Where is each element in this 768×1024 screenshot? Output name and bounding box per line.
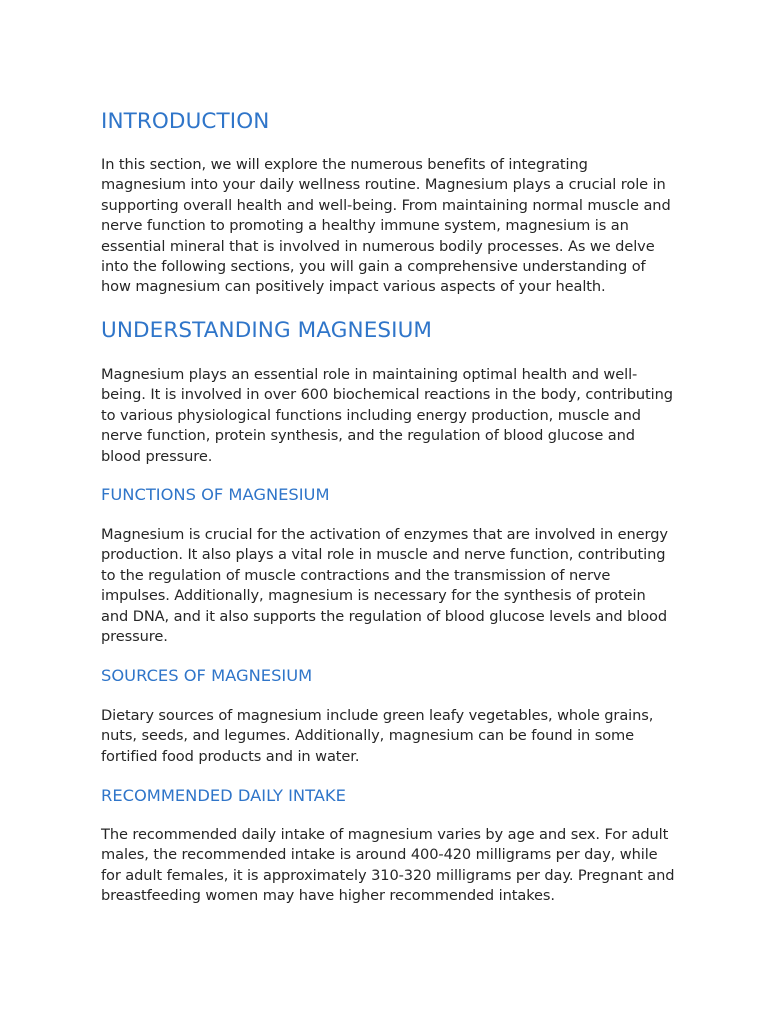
section-body-understanding-magnesium: Magnesium plays an essential role in maintaining optimal health and well-being. It is involved in over 600 biochemical reactions in the body, contributing to various physiological functions including energy production, muscle and nerve function, protein synthesis, and the regulation of blood glucose and blood pressure.: [101, 366, 673, 465]
section-heading-functions: FUNCTIONS OF MAGNESIUM: [101, 485, 330, 504]
section-heading-introduction: INTRODUCTION: [101, 109, 270, 134]
section-heading-recommended-intake: RECOMMENDED DAILY INTAKE: [101, 786, 346, 805]
section-sources-body-wrap: [101, 706, 676, 767]
section-body-sources: Dietary sources of magnesium include green leafy vegetables, whole grains, nuts, seeds, and legumes. Additionally, magnesium can be found in some fortified food products and in water.: [101, 707, 654, 765]
section-body-recommended-intake: The recommended daily intake of magnesium varies by age and sex. For adult males, the recommended intake is around 400-420 milligrams per day, while for adult females, it is approximately 310-320 milligrams per day. Pregnant and breastfeeding women may have higher recommended intakes.: [101, 826, 675, 905]
section-functions: [101, 484, 676, 506]
section-introduction-body-wrap: [101, 155, 676, 298]
section-understanding-body-wrap: [101, 365, 676, 467]
section-introduction: [101, 108, 676, 136]
section-recommended-intake: [101, 785, 676, 807]
section-recommended-body-wrap: [101, 825, 676, 907]
section-understanding-magnesium: [101, 317, 676, 345]
section-functions-body-wrap: [101, 525, 676, 647]
section-heading-sources: SOURCES OF MAGNESIUM: [101, 666, 313, 685]
section-body-introduction: In this section, we will explore the numerous benefits of integrating magnesium into your daily wellness routine. Magnesium plays a crucial role in supporting overall health and well-being. From maintaining normal muscle and nerve function to promoting a healthy immune system, magnesium is an essential mineral that is involved in numerous bodily processes. As we delve into the following sections, you will gain a comprehensive understanding of how magnesium can positively impact various aspects of your health.: [101, 156, 671, 296]
section-heading-understanding-magnesium: UNDERSTANDING MAGNESIUM: [101, 318, 433, 343]
section-body-functions: Magnesium is crucial for the activation of enzymes that are involved in energy production. It also plays a vital role in muscle and nerve function, contributing to the regulation of muscle contractions and the transmission of nerve impulses. Additionally, magnesium is necessary for the synthesis of protein and DNA, and it also supports the regulation of blood glucose levels and blood pressure.: [101, 526, 668, 646]
section-sources: [101, 665, 676, 687]
